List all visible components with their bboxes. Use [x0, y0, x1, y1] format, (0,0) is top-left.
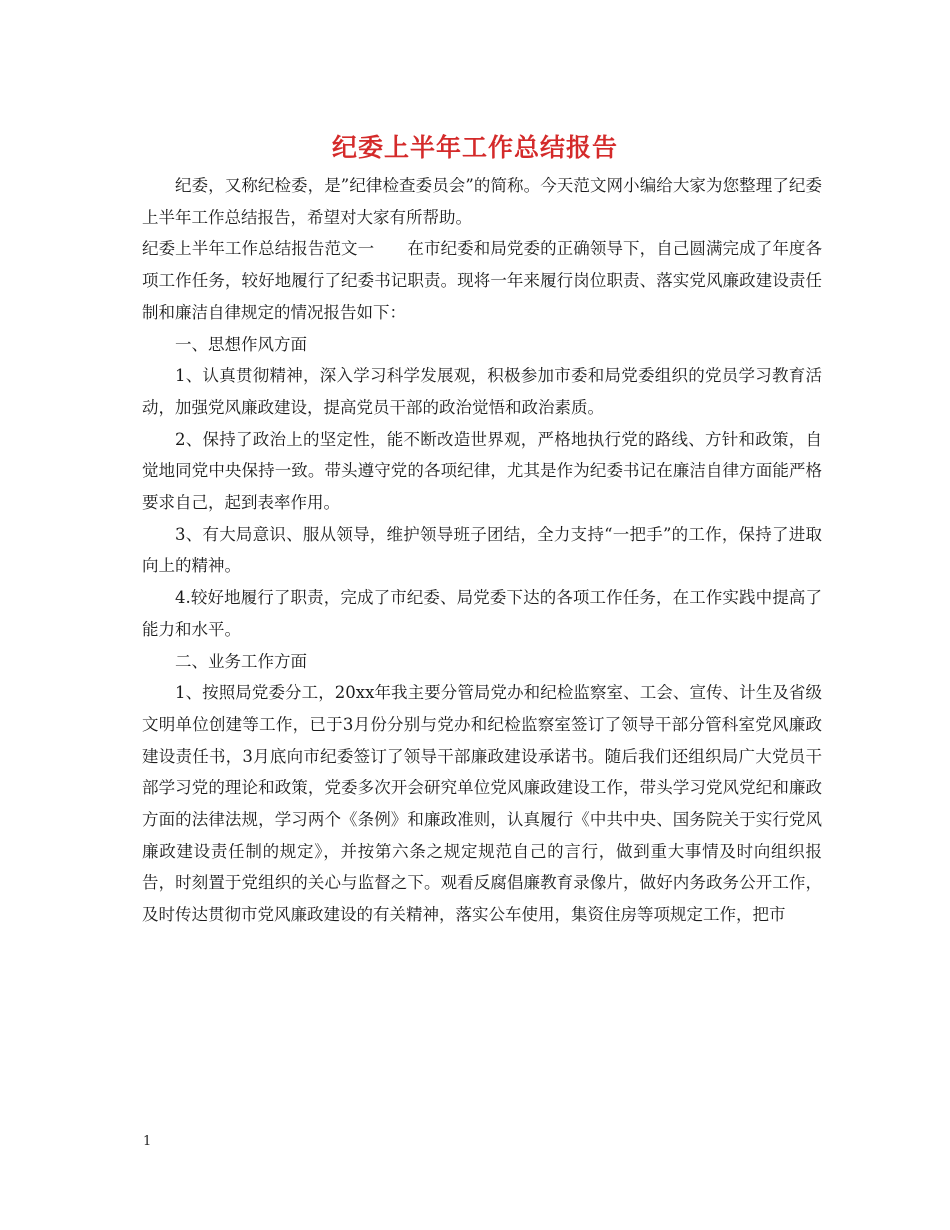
- paragraph-item-3: 3、有大局意识、服从领导，维护领导班子团结，全力支持“一把手”的工作，保持了进取向上的精神。: [142, 524, 822, 576]
- paragraph-opening: 纪委上半年工作总结报告范文一 在市纪委和局党委的正确领导下，自己圆满完成了年度各项工作任务，较好地履行了纪委书记职责。现将一年来履行岗位职责、落实党风廉政建设责任制和廉洁自律规定的情况报告如下：: [142, 239, 822, 322]
- paragraph-intro: 纪委，又称纪检委，是”纪律检查委员会”的简称。今天范文网小编给大家为您整理了纪委上半年工作总结报告，希望对大家有所帮助。: [142, 176, 822, 227]
- section-heading-ideology: 一、思想作风方面: [175, 334, 307, 354]
- section-heading-business: 二、业务工作方面: [175, 651, 307, 671]
- document-title: 纪委上半年工作总结报告: [331, 133, 618, 162]
- page-number: 1: [143, 1134, 152, 1149]
- document-body: [142, 170, 822, 931]
- paragraph-item-4: 4.较好地履行了职责，完成了市纪委、局党委下达的各项工作任务，在工作实践中提高了能力和水平。: [142, 588, 822, 639]
- paragraph-item-2: 2、保持了政治上的坚定性，能不断改造世界观，严格地执行党的路线、方针和政策，自觉地同党中央保持一致。带头遵守党的各项纪律，尤其是作为纪委书记在廉洁自律方面能严格要求自己，起到表率作用。: [142, 429, 822, 513]
- paragraph-business-1: 1、按照局党委分工，20xx年我主要分管局党办和纪检监察室、工会、宣传、计生及省级文明单位创建等工作，已于3月份分别与党办和纪检监察室签订了领导干部分管科室党风廉政建设责任书，3月底向市纪委签订了领导干部廉政建设承诺书。随后我们还组织局广大党员干部学习党的理论和政策，党委多次开会研究单位党风廉政建设工作，带头学习党风党纪和廉政方面的法律法规，学习两个《条例》和廉政准则，认真履行《中共中央、国务院关于实行党风廉政建设责任制的规定》，并按第六条之规定规范自己的言行，做到重大事情及时向组织报告，时刻置于党组织的关心与监督之下。观看反腐倡廉教育录像片，做好内务政务公开工作，及时传达贯彻市党风廉政建设的有关精神，落实公车使用，集资住房等项规定工作，把市: [142, 683, 822, 925]
- paragraph-item-1: 1、认真贯彻精神，深入学习科学发展观，积极参加市委和局党委组织的党员学习教育活动，加强党风廉政建设，提高党员干部的政治觉悟和政治素质。: [142, 366, 822, 417]
